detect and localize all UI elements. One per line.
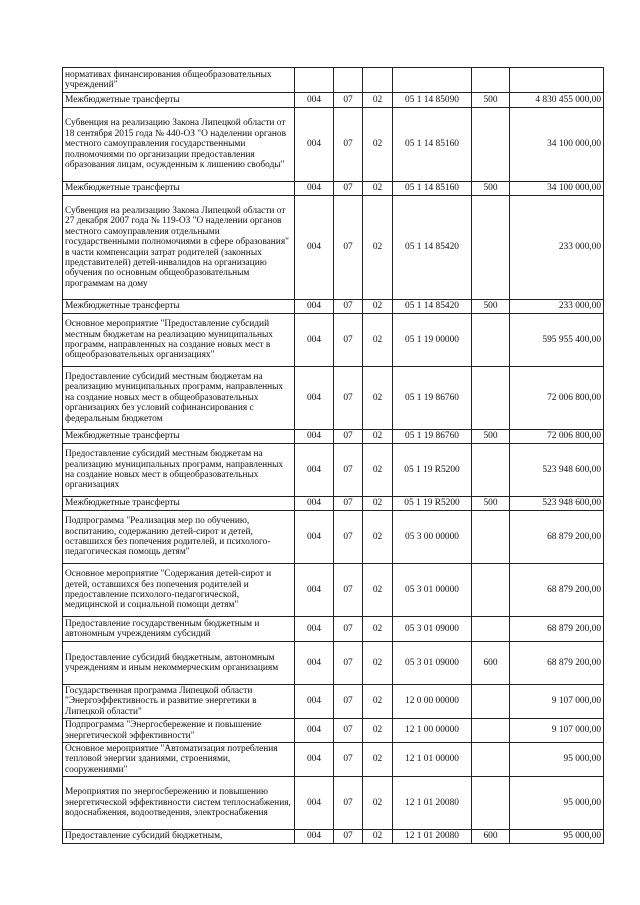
- row-expense-type-code: [472, 564, 510, 617]
- row-section-code: 07: [334, 685, 363, 719]
- row-subsection-code: [363, 68, 393, 93]
- row-subsection-code: 02: [363, 777, 393, 830]
- row-subsection-code: 02: [363, 182, 393, 196]
- row-expense-type-code: [472, 777, 510, 830]
- row-amount: 68 879 200,00: [510, 642, 604, 685]
- table-row: [63, 743, 604, 777]
- row-ministry-code: 004: [295, 511, 334, 564]
- row-name: Мероприятия по энергосбережению и повышению энергетической эффективности систем теплоснабжения, водоснабжения, водоотведения, электроснабжения: [63, 777, 295, 830]
- row-target-code: 05 1 19 00000: [393, 314, 472, 367]
- row-subsection-code: 02: [363, 367, 393, 430]
- table-row: [63, 430, 604, 444]
- row-subsection-code: 02: [363, 719, 393, 743]
- row-amount: [510, 68, 604, 93]
- row-ministry-code: 004: [295, 314, 334, 367]
- row-name: Субвенция на реализацию Закона Липецкой области от 18 сентября 2015 года № 440-ОЗ "О наделении органов местного самоуправления государственными полномочиями по организации предоставления образования лицам, осужденным к лишению свободы": [63, 108, 295, 182]
- row-amount: 9 107 000,00: [510, 685, 604, 719]
- row-name: Подпрограмма "Реализация мер по обучению, воспитанию, содержанию детей-сирот и детей, оставшихся без попечения родителей, и психолого-педагогическая помощь детям": [63, 511, 295, 564]
- row-subsection-code: 02: [363, 743, 393, 777]
- row-subsection-code: 02: [363, 444, 393, 497]
- table-row: [63, 642, 604, 685]
- row-amount: 4 830 455 000,00: [510, 93, 604, 108]
- row-name: Государственная программа Липецкой области "Энергоэффективность и развитие энергетики в Липецкой области": [63, 685, 295, 719]
- row-subsection-code: 02: [363, 830, 393, 844]
- row-expense-type-code: 500: [472, 300, 510, 314]
- budget-table: [62, 67, 604, 844]
- row-target-code: 05 1 19 R5200: [393, 497, 472, 511]
- row-section-code: 07: [334, 314, 363, 367]
- table-row: [63, 685, 604, 719]
- row-target-code: 05 3 01 00000: [393, 564, 472, 617]
- row-subsection-code: 02: [363, 617, 393, 642]
- row-section-code: 07: [334, 617, 363, 642]
- row-amount: 95 000,00: [510, 777, 604, 830]
- row-name: Предоставление субсидий бюджетным,: [63, 830, 295, 844]
- table-row: [63, 444, 604, 497]
- row-expense-type-code: 500: [472, 497, 510, 511]
- row-ministry-code: 004: [295, 617, 334, 642]
- row-ministry-code: 004: [295, 685, 334, 719]
- row-subsection-code: 02: [363, 196, 393, 300]
- row-target-code: 05 3 01 09000: [393, 617, 472, 642]
- row-target-code: 05 3 00 00000: [393, 511, 472, 564]
- row-name: Межбюджетные трансферты: [63, 93, 295, 108]
- table-row: [63, 182, 604, 196]
- table-row: [63, 314, 604, 367]
- row-ministry-code: 004: [295, 743, 334, 777]
- row-name: нормативах финансирования общеобразовательных учреждений": [63, 68, 295, 93]
- row-name: Предоставление субсидий местным бюджетам на реализацию муниципальных программ, направленных на создание новых мест в общеобразовательных организациях: [63, 444, 295, 497]
- row-amount: 68 879 200,00: [510, 617, 604, 642]
- budget-document-page: [62, 67, 603, 844]
- row-name: Основное мероприятие "Предоставление субсидий местным бюджетам на реализацию муниципальных программ, направленных на создание новых мест в общеобразовательных организациях": [63, 314, 295, 367]
- row-name: Межбюджетные трансферты: [63, 182, 295, 196]
- table-row: [63, 68, 604, 93]
- row-expense-type-code: [472, 108, 510, 182]
- row-name: Основное мероприятие "Содержания детей-сирот и детей, оставшихся без попечения родителей и предоставление психолого-педагогической, медицинской и социальной помощи детям": [63, 564, 295, 617]
- table-row: [63, 108, 604, 182]
- row-expense-type-code: [472, 314, 510, 367]
- row-subsection-code: 02: [363, 685, 393, 719]
- row-target-code: 05 1 19 86760: [393, 430, 472, 444]
- table-row: [63, 300, 604, 314]
- budget-table-body: [63, 68, 604, 844]
- row-target-code: [393, 68, 472, 93]
- table-row: [63, 564, 604, 617]
- row-target-code: 12 1 00 00000: [393, 719, 472, 743]
- row-amount: 34 100 000,00: [510, 182, 604, 196]
- row-name: Межбюджетные трансферты: [63, 430, 295, 444]
- table-row: [63, 719, 604, 743]
- row-subsection-code: 02: [363, 497, 393, 511]
- row-target-code: 05 1 14 85160: [393, 182, 472, 196]
- row-section-code: 07: [334, 564, 363, 617]
- row-amount: 523 948 600,00: [510, 444, 604, 497]
- row-section-code: 07: [334, 830, 363, 844]
- row-ministry-code: 004: [295, 719, 334, 743]
- row-section-code: 07: [334, 642, 363, 685]
- row-section-code: 07: [334, 93, 363, 108]
- row-section-code: 07: [334, 367, 363, 430]
- row-subsection-code: 02: [363, 93, 393, 108]
- row-subsection-code: 02: [363, 642, 393, 685]
- row-section-code: 07: [334, 108, 363, 182]
- row-amount: 595 955 400,00: [510, 314, 604, 367]
- row-name: Предоставление субсидий местным бюджетам на реализацию муниципальных программ, направленных на создание новых мест в общеобразовательных организациях без условий софинансирования с федеральным бюджетом: [63, 367, 295, 430]
- row-expense-type-code: 500: [472, 182, 510, 196]
- row-section-code: 07: [334, 743, 363, 777]
- row-ministry-code: 004: [295, 196, 334, 300]
- table-row: [63, 511, 604, 564]
- row-amount: 95 000,00: [510, 830, 604, 844]
- table-row: [63, 777, 604, 830]
- row-section-code: 07: [334, 497, 363, 511]
- row-subsection-code: 02: [363, 430, 393, 444]
- row-ministry-code: 004: [295, 93, 334, 108]
- table-row: [63, 367, 604, 430]
- table-row: [63, 196, 604, 300]
- row-amount: 233 000,00: [510, 300, 604, 314]
- row-target-code: 05 1 14 85420: [393, 196, 472, 300]
- row-name: Межбюджетные трансферты: [63, 497, 295, 511]
- row-section-code: 07: [334, 430, 363, 444]
- row-ministry-code: 004: [295, 300, 334, 314]
- row-expense-type-code: 500: [472, 430, 510, 444]
- row-ministry-code: 004: [295, 564, 334, 617]
- table-row: [63, 497, 604, 511]
- row-target-code: 05 1 19 86760: [393, 367, 472, 430]
- row-expense-type-code: [472, 511, 510, 564]
- row-ministry-code: 004: [295, 182, 334, 196]
- row-name: Основное мероприятие "Автоматизация потребления тепловой энергии зданиями, строениями, сооружениями": [63, 743, 295, 777]
- row-section-code: 07: [334, 182, 363, 196]
- row-amount: 523 948 600,00: [510, 497, 604, 511]
- row-expense-type-code: [472, 68, 510, 93]
- row-section-code: [334, 68, 363, 93]
- row-amount: 9 107 000,00: [510, 719, 604, 743]
- row-name: Межбюджетные трансферты: [63, 300, 295, 314]
- row-ministry-code: 004: [295, 830, 334, 844]
- row-subsection-code: 02: [363, 511, 393, 564]
- row-expense-type-code: [472, 196, 510, 300]
- row-subsection-code: 02: [363, 300, 393, 314]
- row-ministry-code: 004: [295, 497, 334, 511]
- row-amount: 68 879 200,00: [510, 564, 604, 617]
- table-row: [63, 830, 604, 844]
- row-target-code: 12 1 01 20080: [393, 777, 472, 830]
- row-expense-type-code: [472, 367, 510, 430]
- row-subsection-code: 02: [363, 108, 393, 182]
- row-subsection-code: 02: [363, 314, 393, 367]
- row-expense-type-code: 500: [472, 93, 510, 108]
- row-target-code: 05 3 01 09000: [393, 642, 472, 685]
- row-ministry-code: 004: [295, 642, 334, 685]
- row-section-code: 07: [334, 511, 363, 564]
- row-expense-type-code: [472, 719, 510, 743]
- row-expense-type-code: [472, 444, 510, 497]
- row-section-code: 07: [334, 719, 363, 743]
- row-expense-type-code: [472, 685, 510, 719]
- row-amount: 95 000,00: [510, 743, 604, 777]
- row-target-code: 05 1 14 85420: [393, 300, 472, 314]
- row-name: Субвенция на реализацию Закона Липецкой области от 27 декабря 2007 года № 119-ОЗ "О наделении органов местного самоуправления отдельными государственными полномочиями в сфере образования" в части компенсации затрат родителей (законных представителей) детей-инвалидов на организацию обучения по основным общеобразовательным программам на дому: [63, 196, 295, 300]
- row-name: Предоставление субсидий бюджетным, автономным учреждениям и иным некоммерческим организациям: [63, 642, 295, 685]
- row-expense-type-code: [472, 617, 510, 642]
- row-target-code: 05 1 14 85160: [393, 108, 472, 182]
- row-section-code: 07: [334, 196, 363, 300]
- table-row: [63, 617, 604, 642]
- row-ministry-code: 004: [295, 777, 334, 830]
- row-target-code: 12 1 01 20080: [393, 830, 472, 844]
- row-section-code: 07: [334, 777, 363, 830]
- row-target-code: 05 1 19 R5200: [393, 444, 472, 497]
- row-subsection-code: 02: [363, 564, 393, 617]
- row-target-code: 05 1 14 85090: [393, 93, 472, 108]
- row-target-code: 12 1 01 00000: [393, 743, 472, 777]
- row-section-code: 07: [334, 444, 363, 497]
- row-amount: 233 000,00: [510, 196, 604, 300]
- row-name: Предоставление государственным бюджетным и автономным учреждениям субсидий: [63, 617, 295, 642]
- row-expense-type-code: 600: [472, 642, 510, 685]
- row-expense-type-code: [472, 743, 510, 777]
- row-ministry-code: 004: [295, 430, 334, 444]
- row-ministry-code: 004: [295, 367, 334, 430]
- row-expense-type-code: 600: [472, 830, 510, 844]
- row-amount: 68 879 200,00: [510, 511, 604, 564]
- row-name: Подпрограмма "Энергосбережение и повышение энергетической эффективности": [63, 719, 295, 743]
- row-amount: 34 100 000,00: [510, 108, 604, 182]
- row-ministry-code: 004: [295, 108, 334, 182]
- row-ministry-code: 004: [295, 444, 334, 497]
- row-ministry-code: [295, 68, 334, 93]
- row-target-code: 12 0 00 00000: [393, 685, 472, 719]
- row-amount: 72 006 800,00: [510, 430, 604, 444]
- row-section-code: 07: [334, 300, 363, 314]
- row-amount: 72 006 800,00: [510, 367, 604, 430]
- table-row: [63, 93, 604, 108]
